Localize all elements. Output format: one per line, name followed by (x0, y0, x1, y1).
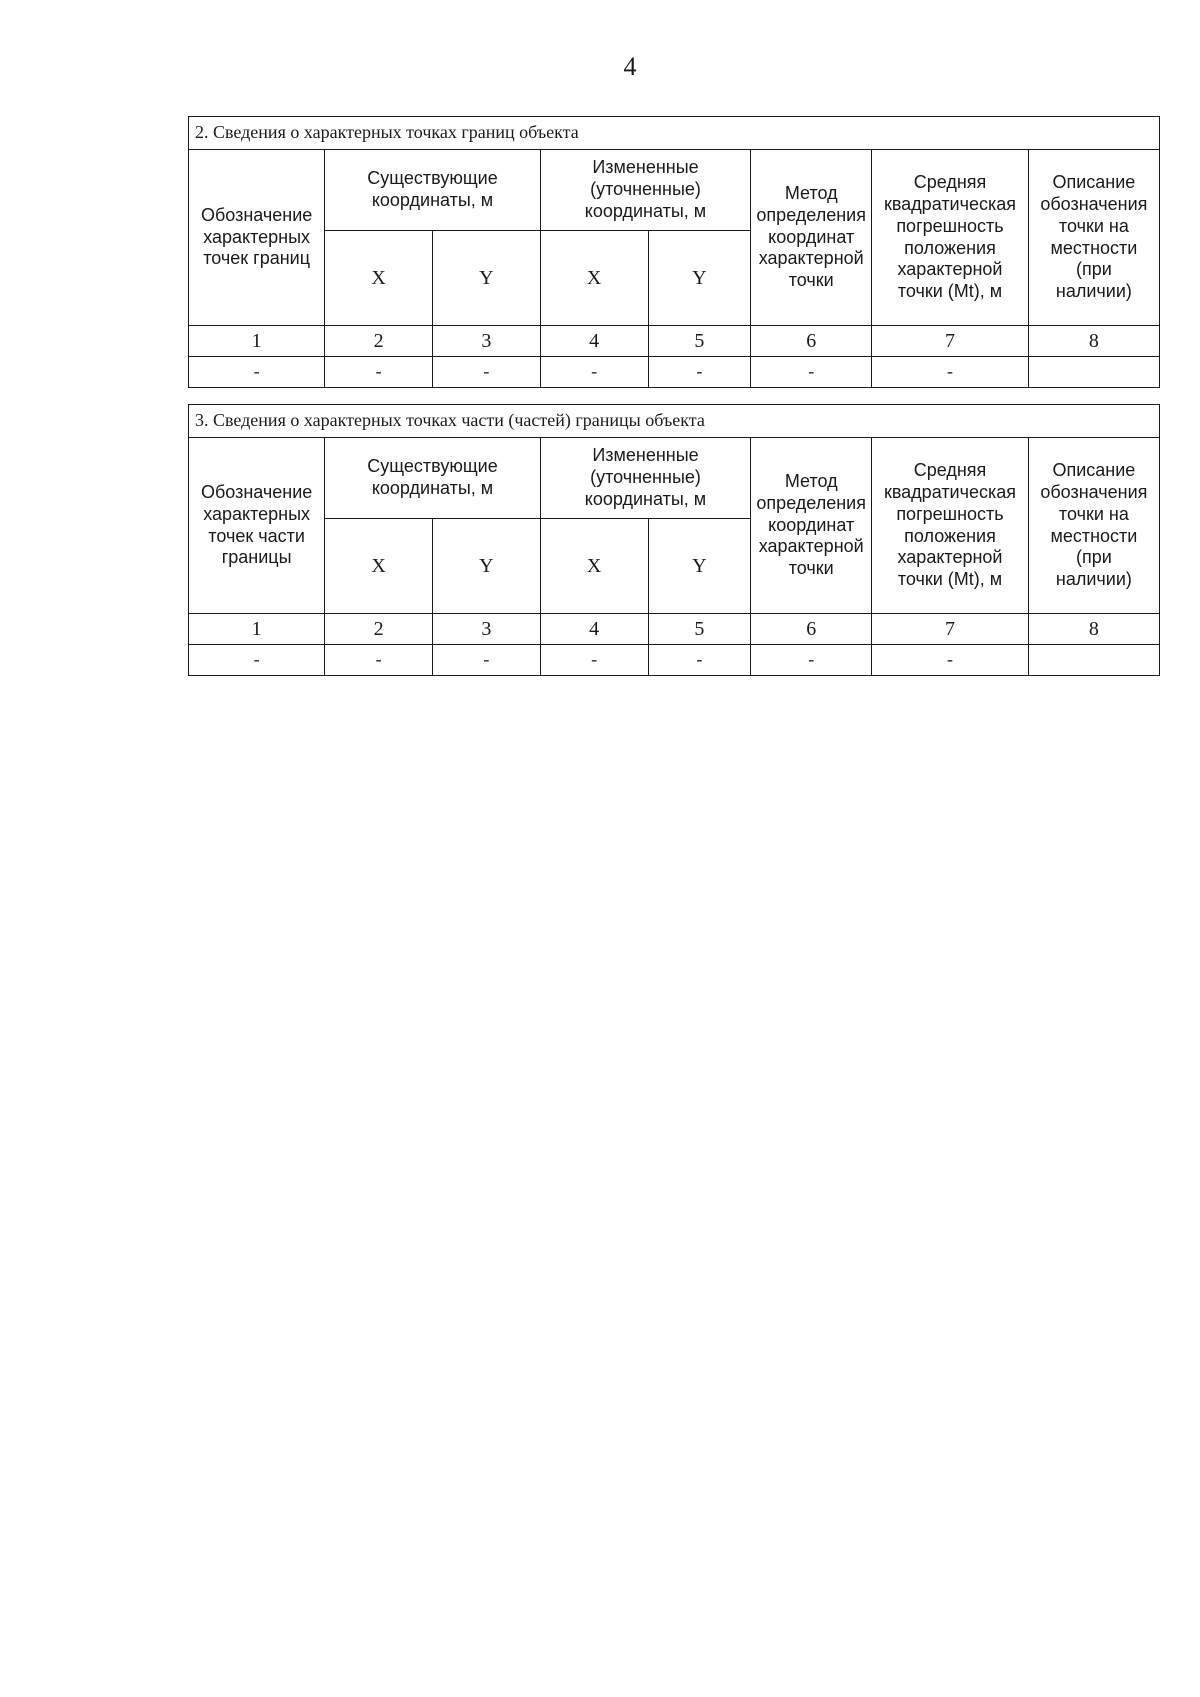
part-boundary-points-table (188, 404, 1160, 676)
header-changed-coordinates: Измененные (уточненные) координаты, м (540, 438, 750, 519)
table-cell: - (189, 357, 325, 388)
table-cell: - (189, 645, 325, 676)
table-cell: - (540, 357, 648, 388)
header-point-designation: Обозначение характерных точек части границы (189, 438, 325, 614)
table-cell: - (540, 645, 648, 676)
column-number: 6 (751, 326, 872, 357)
header-point-designation: Обозначение характерных точек границ (189, 150, 325, 326)
column-number: 6 (751, 614, 872, 645)
column-number: 1 (189, 326, 325, 357)
page-number: 4 (623, 52, 637, 81)
table-cell: - (433, 357, 541, 388)
table-cell: - (325, 645, 433, 676)
boundary-points-table (188, 116, 1160, 388)
column-number: 8 (1028, 326, 1159, 357)
header-mean-error: Средняя квадратическая погрешность положения характерной точки (Mt), м (872, 150, 1029, 326)
header-description: Описание обозначения точки на местности (при наличии) (1028, 150, 1159, 326)
header-existing-coordinates: Существующие координаты, м (325, 150, 541, 231)
table-cell: - (648, 645, 751, 676)
table-cell: - (433, 645, 541, 676)
table-cell: - (872, 357, 1029, 388)
header-description: Описание обозначения точки на местности (при наличии) (1028, 438, 1159, 614)
header-existing-coordinates: Существующие координаты, м (325, 438, 541, 519)
header-x-existing: X (325, 231, 433, 326)
column-number: 5 (648, 326, 751, 357)
header-y-existing: Y (433, 519, 541, 614)
table-row (189, 357, 1160, 388)
header-method: Метод определения координат характерной точки (751, 150, 872, 326)
column-number: 4 (540, 614, 648, 645)
table-cell: - (325, 357, 433, 388)
column-number: 7 (872, 326, 1029, 357)
header-y-changed: Y (648, 519, 751, 614)
header-x-changed: X (540, 231, 648, 326)
table-cell: - (751, 645, 872, 676)
header-x-existing: X (325, 519, 433, 614)
column-number: 4 (540, 326, 648, 357)
table-cell (1028, 357, 1159, 388)
column-number: 7 (872, 614, 1029, 645)
column-number: 8 (1028, 614, 1159, 645)
header-method: Метод определения координат характерной точки (751, 438, 872, 614)
table-cell: - (751, 357, 872, 388)
column-number: 2 (325, 614, 433, 645)
column-number: 5 (648, 614, 751, 645)
table-cell: - (872, 645, 1029, 676)
header-x-changed: X (540, 519, 648, 614)
header-mean-error: Средняя квадратическая погрешность положения характерной точки (Mt), м (872, 438, 1029, 614)
column-number: 3 (433, 326, 541, 357)
column-number: 1 (189, 614, 325, 645)
table-row (189, 645, 1160, 676)
table-cell: - (648, 357, 751, 388)
section-title: 3. Сведения о характерных точках части (частей) границы объекта (189, 405, 1160, 438)
header-y-changed: Y (648, 231, 751, 326)
section-title: 2. Сведения о характерных точках границ объекта (189, 117, 1160, 150)
column-number: 3 (433, 614, 541, 645)
header-changed-coordinates: Измененные (уточненные) координаты, м (540, 150, 750, 231)
table-cell (1028, 645, 1159, 676)
header-y-existing: Y (433, 231, 541, 326)
column-number: 2 (325, 326, 433, 357)
